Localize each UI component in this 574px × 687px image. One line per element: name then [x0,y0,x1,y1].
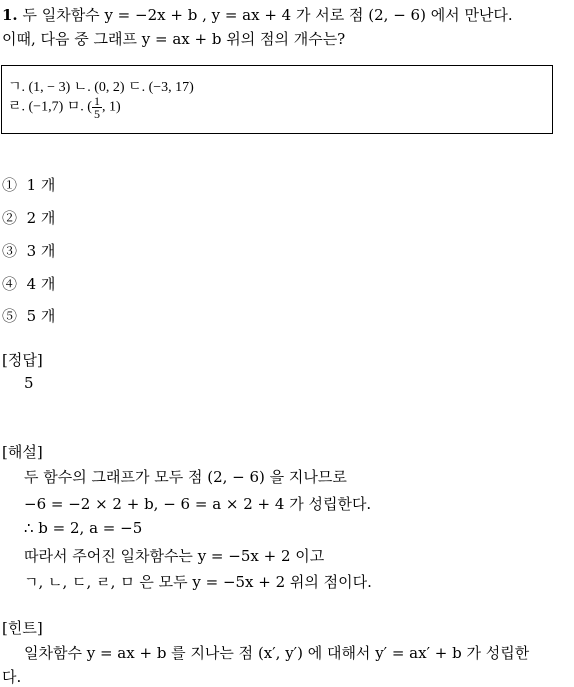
choice-4[interactable] [2,273,55,294]
choice-2[interactable] [2,207,55,228]
fraction-denominator: 5 [93,107,100,121]
choice-text: 1 개 [26,176,56,194]
choice-5[interactable] [2,305,55,326]
options-row-1: ㄱ. (1, − 3) ㄴ. (0, 2) ㄷ. (−3, 17) [8,80,194,95]
choice-1[interactable] [2,174,55,195]
choice-mark: ② [2,209,18,227]
answer-heading: [정답] [2,351,43,369]
choice-mark: ③ [2,242,18,260]
choice-text: 4 개 [26,275,56,293]
solution-line: ㄱ, ㄴ, ㄷ, ㄹ, ㅁ 은 모두 y = −5x + 2 위의 점이다. [24,573,372,591]
question-number: 1. [2,6,18,24]
options-row-2-suffix: , 1) [101,99,121,115]
options-row-2 [8,95,121,120]
question-line-1 [2,4,513,25]
options-row-2-prefix: ㄹ. (−1,7) ㅁ. ( [8,99,92,115]
choice-mark: ⑤ [2,307,18,325]
solution-line: 따라서 주어진 일차함수는 y = −5x + 2 이고 [24,547,325,565]
question-text-1: 두 일차함수 y = −2x + b , y = ax + 4 가 서로 점 (2, − 6) 에서 만난다. [22,6,513,24]
choice-text: 3 개 [26,242,56,260]
options-box [1,65,553,134]
choice-mark: ④ [2,275,18,293]
solution-line: −6 = −2 × 2 + b, − 6 = a × 2 + 4 가 성립한다. [24,495,372,513]
hint-line-2: 다. [2,668,22,686]
choice-text: 5 개 [26,307,56,325]
question-line-2: 이때, 다음 중 그래프 y = ax + b 위의 점의 개수는? [2,30,346,48]
solution-heading: [해설] [2,443,43,461]
fraction [92,95,102,120]
hint-line-1: 일차함수 y = ax + b 를 지나는 점 (x′, y′) 에 대해서 y′ = ax′ + b 가 성립한 [24,644,530,662]
hint-heading: [힌트] [2,619,43,637]
answer-value: 5 [24,374,34,392]
choice-text: 2 개 [26,209,56,227]
fraction-numerator: 1 [93,94,100,108]
solution-line: ∴ b = 2, a = −5 [24,519,143,537]
choice-3[interactable] [2,240,55,261]
solution-line: 두 함수의 그래프가 모두 점 (2, − 6) 을 지나므로 [24,468,347,486]
choice-mark: ① [2,176,18,194]
